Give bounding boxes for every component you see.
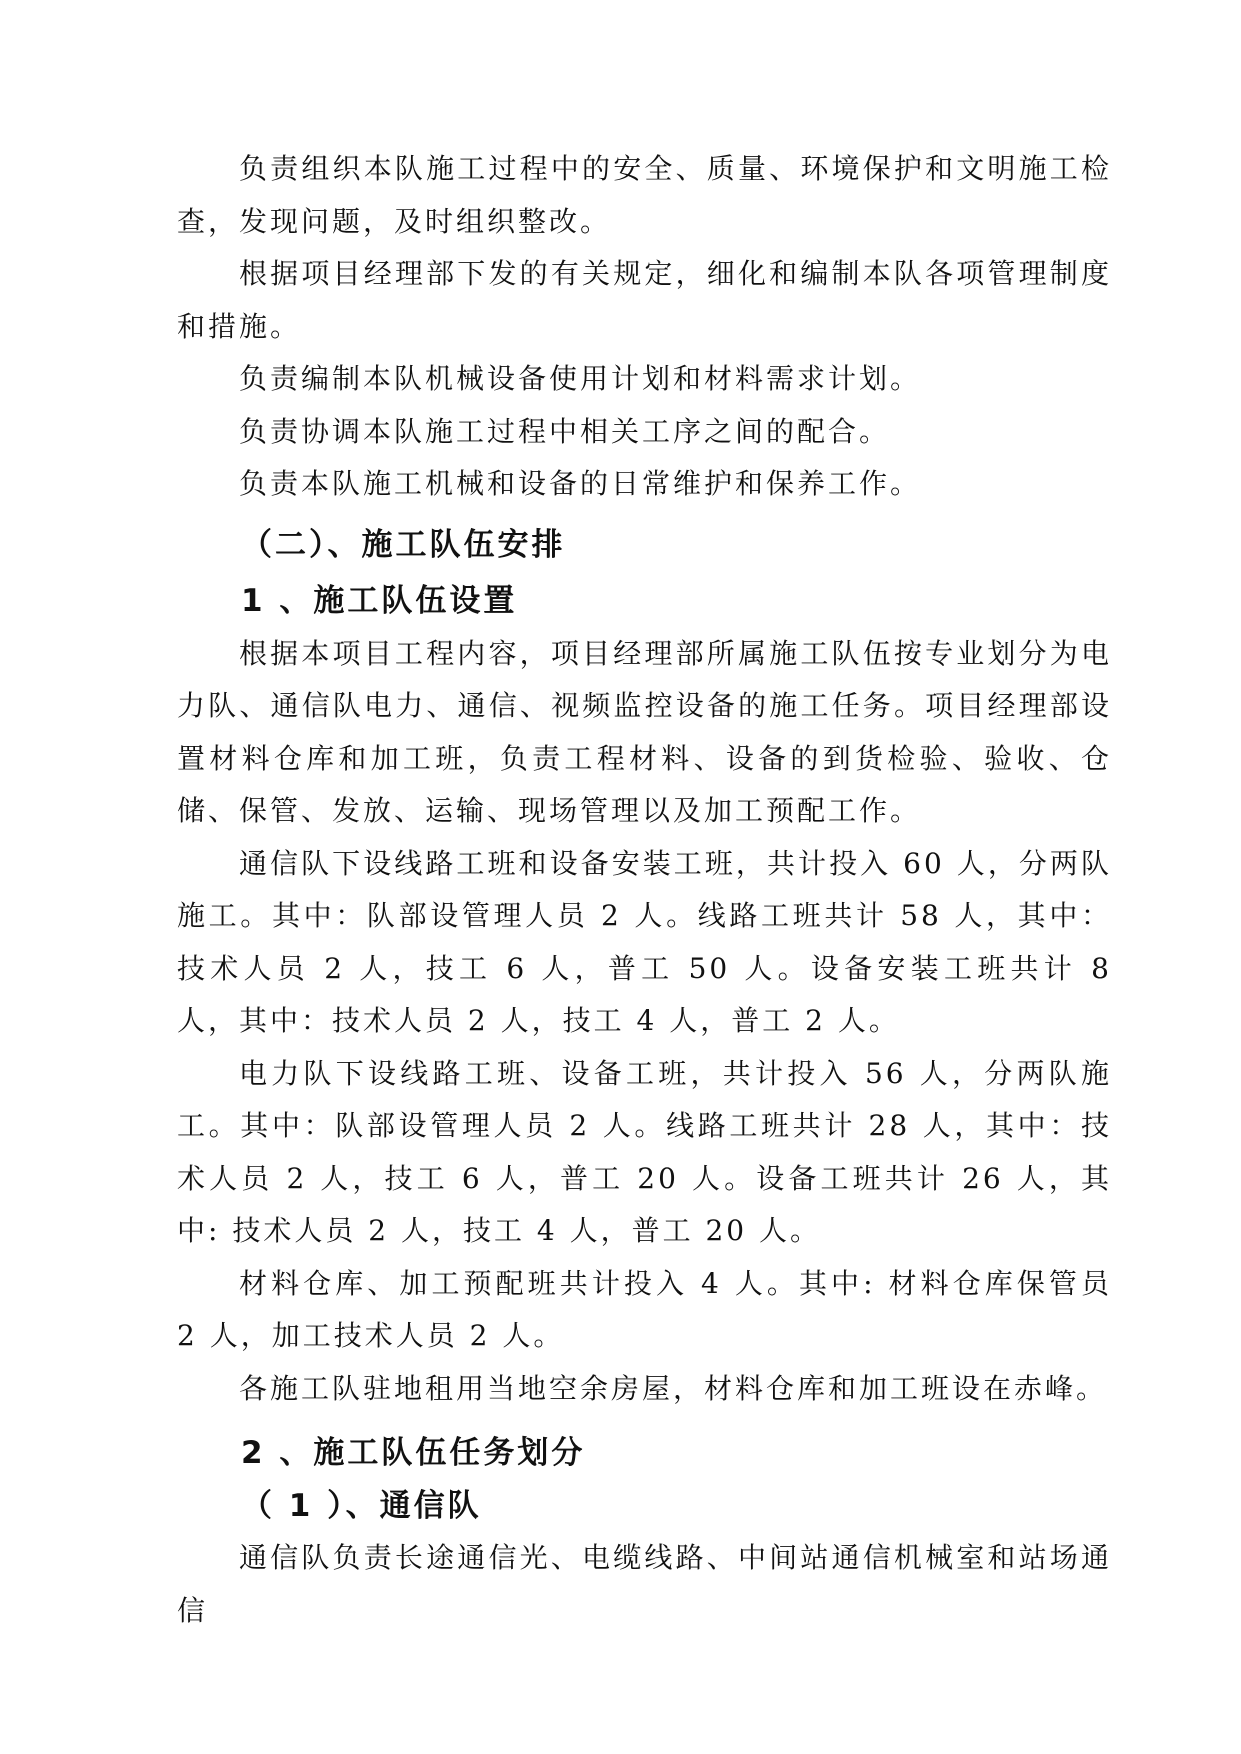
subsection-heading-team-setup: 1 、施工队伍设置 [241,583,518,619]
paragraph-regulations: 根据项目经理部下发的有关规定，细化和编制本队各项管理制度和措施。 [177,257,1112,343]
paragraph-maintenance: 负责本队施工机械和设备的日常维护和保养工作。 [239,467,922,500]
paragraph-communication-duties: 通信队负责长途通信光、电缆线路、中间站通信机械室和站场通信 [177,1541,1112,1627]
paragraph-power-team: 电力队下设线路工班、设备工班，共计投入 56 人，分两队施工。其中：队部设管理人员 2 人。线路工班共计 28 人，其中：技术人员 2 人，技工 6 人，普工 20 人。设备工班共计 26 人，其中: 技术人员 2 人，技工 4 人，普工 20 人。 [177,1056,1112,1247]
paragraph-communication-team: 通信队下设线路工班和设备安装工班，共计投入 60 人，分两队施工。其中：队部设管理人员 2 人。线路工班共计 58 人，其中：技术人员 2 人，技工 6 人，普工 50 人。设备安装工班共计 8 人，其中：技术人员 2 人，技工 4 人，普工 2 人。 [177,846,1112,1037]
paragraph-team-lodging: 各施工队驻地租用当地空余房屋，材料仓库和加工班设在赤峰。 [239,1371,1108,1405]
paragraph-coordination: 负责协调本队施工过程中相关工序之间的配合。 [239,414,891,448]
document-body [177,143,1112,1637]
paragraph-material-warehouse: 材料仓库、加工预配班共计投入 4 人。其中: 材料仓库保管员 2 人，加工技术人员 2 人。 [177,1266,1112,1352]
paragraph-inspection: 负责组织本队施工过程中的安全、质量、环境保护和文明施工检查，发现问题，及时组织整改。 [177,152,1112,238]
paragraph-equipment-plan: 负责编制本队机械设备使用计划和材料需求计划。 [239,362,922,395]
paragraph-project-teams: 根据本项目工程内容，项目经理部所属施工队伍按专业划分为电力队、通信队电力、通信、视频监控设备的施工任务。项目经理部设置材料仓库和加工班，负责工程材料、设备的到货检验、验收、仓储、保管、发放、运输、现场管理以及加工预配工作。 [177,636,1112,827]
subsection-heading-task-division: 2 、施工队伍任务划分 [241,1435,586,1471]
subsubsection-heading-communication-team: （ 1 ）、通信队 [241,1487,482,1524]
section-heading-team-arrangement: （二）、施工队伍安排 [241,526,566,563]
